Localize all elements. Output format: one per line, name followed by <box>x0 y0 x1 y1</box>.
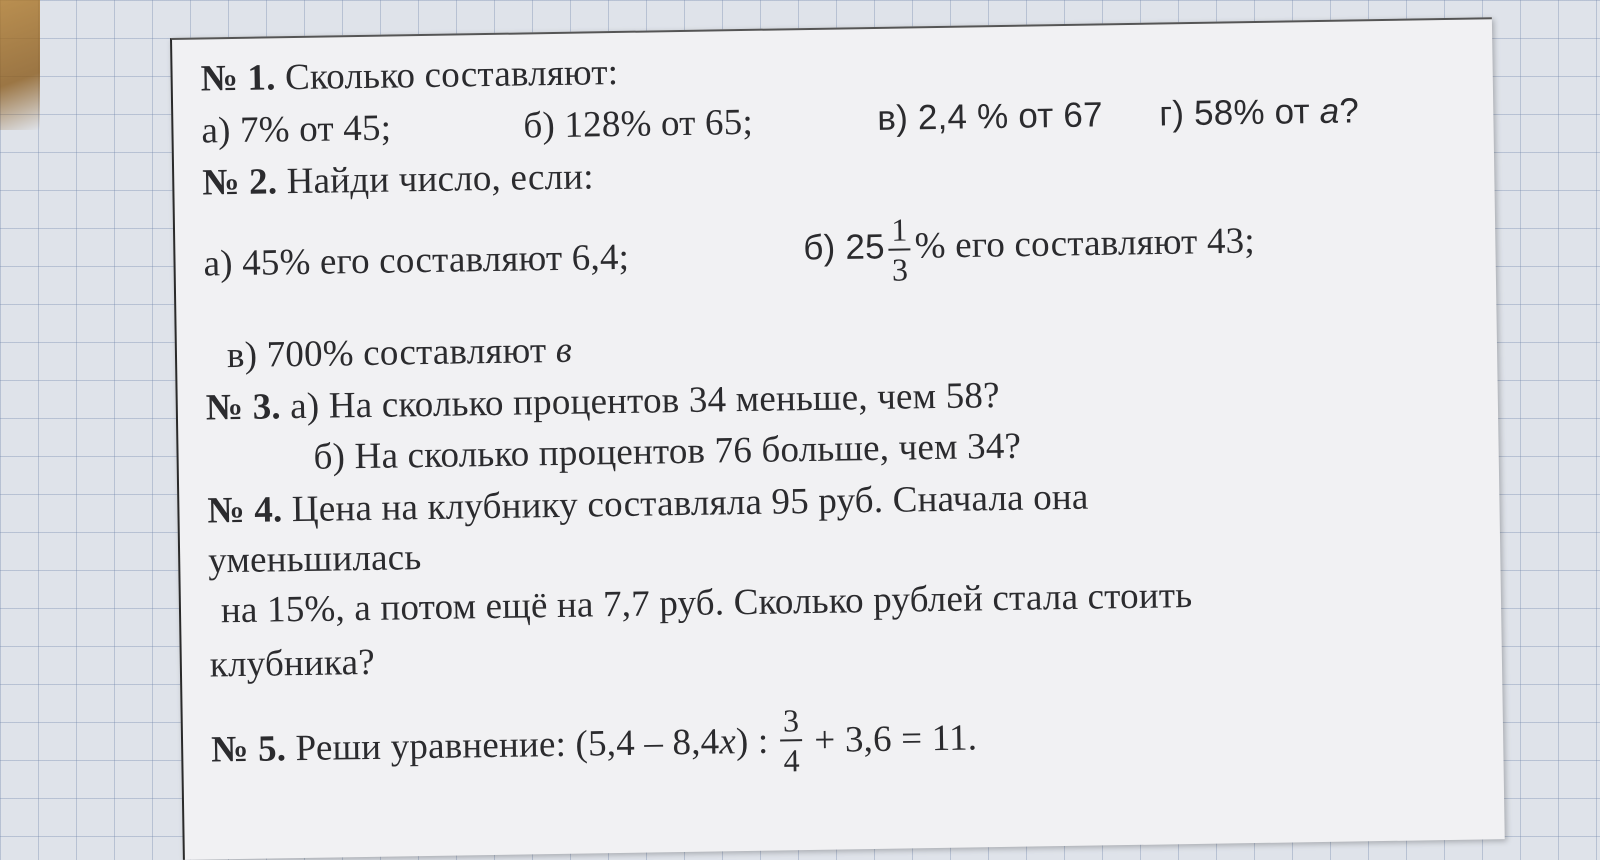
task-2-b-end: % его составляют 43; <box>914 220 1256 267</box>
task-2-b-fraction <box>888 211 911 288</box>
worksheet <box>170 17 1505 860</box>
task-1-d <box>1159 91 1359 134</box>
fraction-bar <box>889 248 911 250</box>
task-4-line-4: клубника? <box>209 641 376 686</box>
task-4-line-3: на 15%, а потом ещё на 7,7 руб. Сколько рублей стала стоить <box>220 575 1193 632</box>
task-5-number: № 5. <box>210 727 287 770</box>
task-1-d-end: ? <box>1339 91 1360 131</box>
table-edge <box>0 0 40 130</box>
task-3-a: а) На сколько процентов 34 меньше, чем 58? <box>289 375 1001 428</box>
fraction-bar <box>780 739 802 741</box>
task-2-text: Найди число, если: <box>286 156 595 203</box>
task-1-heading <box>200 51 618 101</box>
task-2-b-text: б) 25 <box>803 227 886 268</box>
task-4-line-2: уменьшилась <box>207 537 422 582</box>
task-2-b <box>803 208 1256 287</box>
task-4-number: № 4. <box>207 489 283 532</box>
task-4-line-1 <box>207 476 1089 533</box>
task-5-mid: ) : <box>735 720 769 762</box>
task-2-items <box>203 204 1484 314</box>
task-2-c-variable: в <box>555 329 573 371</box>
task-5-end: + 3,6 = 11. <box>814 716 978 761</box>
task-5-fraction <box>780 702 803 779</box>
task-2-a: а) 45% его составляют 6,4; <box>203 236 630 285</box>
task-3-a-line <box>205 374 1000 429</box>
task-4-text-1: Цена на клубнику составляла 95 руб. Сначала она <box>291 476 1089 531</box>
task-3-b: б) На сколько процентов 76 больше, чем 34? <box>313 425 1022 478</box>
fraction-numerator: 1 <box>891 211 908 248</box>
task-1-a: а) 7% от 45; <box>201 107 392 152</box>
task-5-line <box>210 687 978 799</box>
task-2-number: № 2. <box>201 161 278 204</box>
fraction-denominator: 3 <box>891 251 909 288</box>
task-1-number: № 1. <box>200 57 276 100</box>
fraction-denominator: 4 <box>783 742 801 779</box>
task-1-d-variable: a <box>1319 91 1340 131</box>
task-1-items <box>201 89 1482 159</box>
task-1-d-text: г) 58% от <box>1159 91 1320 134</box>
task-2-heading <box>202 155 594 204</box>
fraction-numerator: 3 <box>782 702 800 739</box>
task-1-b: б) 128% от 65; <box>523 101 754 147</box>
task-2-c-text: в) 700% составляют <box>226 329 557 377</box>
task-2-c <box>227 329 573 377</box>
task-5-variable: x <box>718 720 737 762</box>
task-1-c: в) 2,4 % от 67 <box>877 95 1104 138</box>
task-1-text: Сколько составляют: <box>284 51 619 99</box>
task-3-number: № 3. <box>205 386 282 429</box>
task-5-text: Реши уравнение: (5,4 – 8,4 <box>295 720 720 769</box>
